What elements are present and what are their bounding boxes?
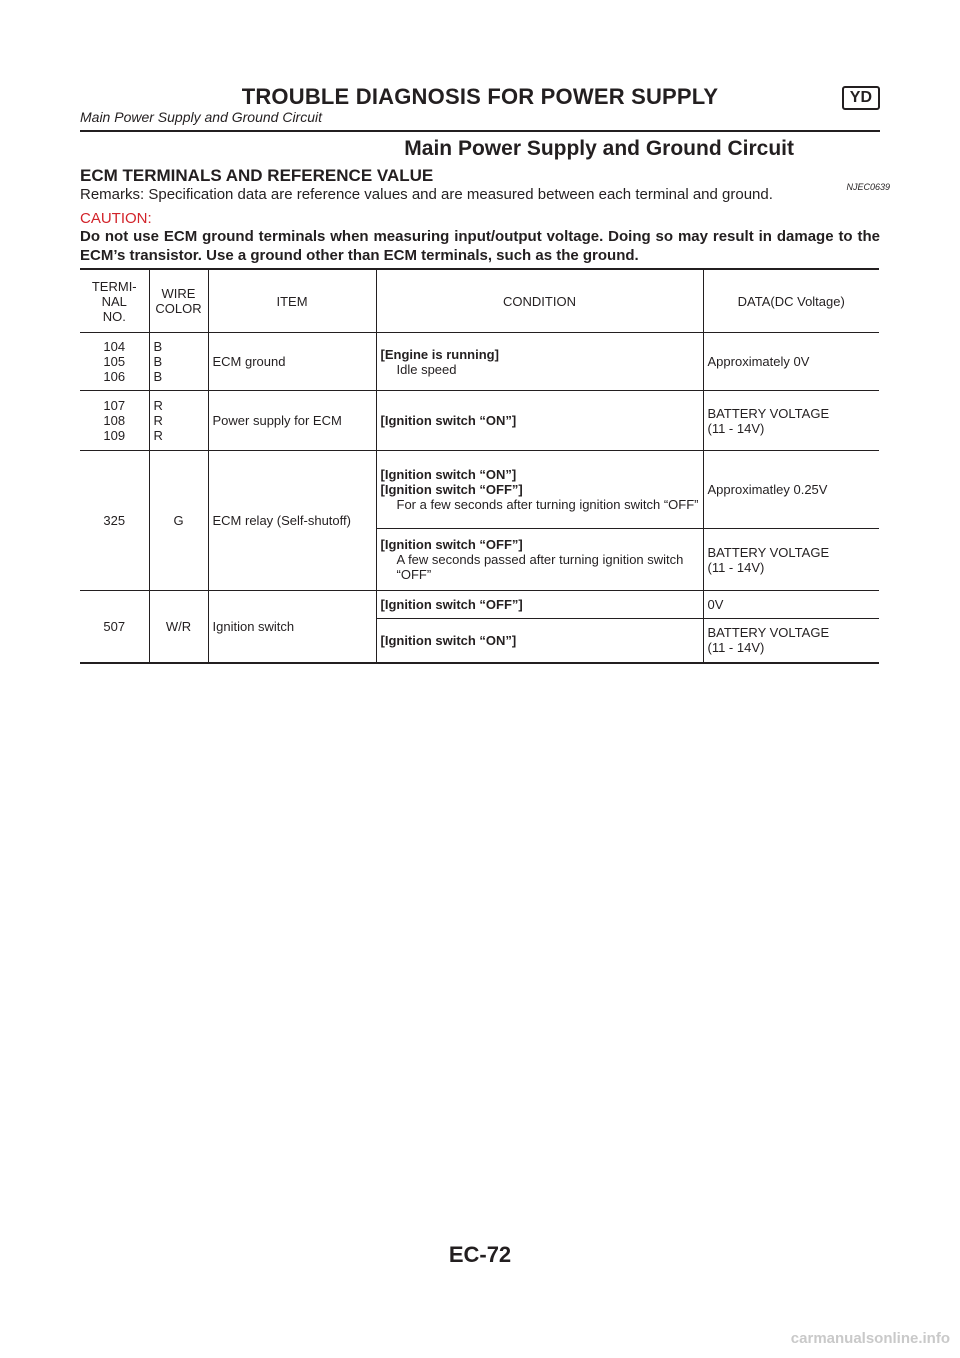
table-row [80, 391, 879, 451]
item-cell: ECM relay (Self-shutoff) [208, 451, 376, 591]
item-cell: ECM ground [208, 333, 376, 391]
wire-color-cell: R R R [149, 391, 208, 451]
table-row [80, 591, 879, 619]
wire-color-cell: B B B [149, 333, 208, 391]
terminal-cell: 507 [80, 591, 149, 663]
data-cell: Approximatley 0.25V [703, 451, 879, 529]
section-subtitle: ECM TERMINALS AND REFERENCE VALUE [80, 166, 434, 185]
header-subtitle: Main Power Supply and Ground Circuit [80, 109, 323, 125]
engine-badge: YD [842, 86, 880, 110]
caution-text: Do not use ECM ground terminals when measuring input/output voltage. Doing so may result in damage to the ECM’s transistor. Use a ground other than ECM terminals, such as the ground. [80, 228, 880, 264]
wire-color-cell: G [149, 451, 208, 591]
reference-id: NJEC0639 [846, 182, 890, 192]
condition-cell [376, 529, 703, 591]
header-title: TROUBLE DIAGNOSIS FOR POWER SUPPLY [241, 84, 719, 109]
condition-cell [376, 391, 703, 451]
data-cell: Approximately 0V [703, 333, 879, 391]
caution-label: CAUTION: [80, 210, 152, 227]
condition-detail: A few seconds passed after turning ignition switch “OFF” [396, 552, 684, 582]
watermark-site: carmanualsonline.info [790, 1330, 950, 1347]
table-header-row [80, 269, 879, 333]
header-condition: CONDITION [376, 269, 703, 333]
condition-cell [376, 591, 703, 619]
data-cell: BATTERY VOLTAGE (11 - 14V) [703, 391, 879, 451]
header-wire-color: WIRE COLOR [149, 269, 208, 333]
condition-main: [Ignition switch “ON”] [380, 632, 517, 648]
terminal-cell: 325 [80, 451, 149, 591]
table-row [80, 333, 879, 391]
table-row [80, 451, 879, 529]
condition-detail: For a few seconds after turning ignition switch “OFF” [396, 497, 699, 512]
condition-detail: Idle speed [396, 361, 457, 377]
condition-cell [376, 451, 703, 529]
data-cell: BATTERY VOLTAGE (11 - 14V) [703, 619, 879, 663]
terminal-cell: 107 108 109 [80, 391, 149, 451]
condition-cell [376, 333, 703, 391]
page-header [80, 84, 880, 125]
header-item: ITEM [208, 269, 376, 333]
condition-main: [Ignition switch “ON”] [Ignition switch “OFF”] [380, 467, 523, 497]
data-cell: 0V [703, 591, 879, 619]
condition-main: [Engine is running] [380, 346, 499, 362]
ecm-terminal-table [80, 268, 879, 664]
condition-cell [376, 619, 703, 663]
header-data: DATA(DC Voltage) [703, 269, 879, 333]
data-cell: BATTERY VOLTAGE (11 - 14V) [703, 529, 879, 591]
header-terminal: TERMI- NAL NO. [80, 269, 149, 333]
condition-main: [Ignition switch “ON”] [380, 413, 517, 428]
section-title: Main Power Supply and Ground Circuit [404, 137, 794, 160]
terminal-cell: 104 105 106 [80, 333, 149, 391]
remarks-text: Remarks: Specification data are reference values and are measured between each terminal and ground. [80, 186, 773, 203]
item-cell: Power supply for ECM [208, 391, 376, 451]
item-cell: Ignition switch [208, 591, 376, 663]
condition-main: [Ignition switch “OFF”] [380, 537, 523, 552]
header-rule [80, 130, 880, 132]
condition-main: [Ignition switch “OFF”] [380, 597, 523, 612]
wire-color-cell: W/R [149, 591, 208, 663]
page-number: EC-72 [448, 1242, 512, 1267]
